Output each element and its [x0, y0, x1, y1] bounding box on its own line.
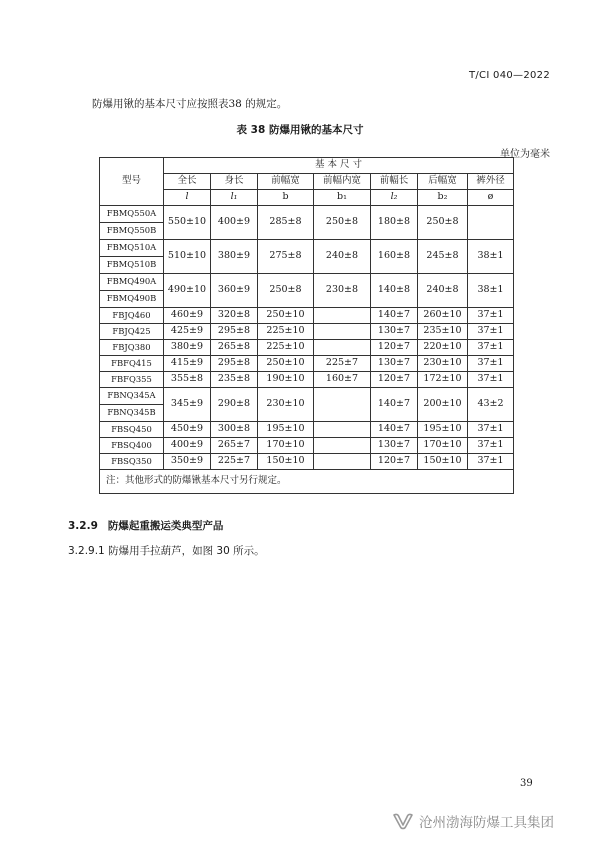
model-cell: FBNQ345B [100, 405, 164, 422]
value-cell: 195±10 [418, 422, 468, 438]
value-cell: 190±10 [258, 372, 314, 388]
value-cell: 37±1 [468, 372, 514, 388]
table-row [100, 240, 514, 257]
value-cell: 265±7 [211, 438, 258, 454]
table-row [100, 422, 514, 438]
model-cell: FBSQ350 [100, 454, 164, 470]
wechat-channel-icon [392, 812, 414, 830]
table-row [100, 340, 514, 356]
model-cell: FBJQ380 [100, 340, 164, 356]
value-cell: 172±10 [418, 372, 468, 388]
value-cell: 285±8 [258, 206, 314, 240]
subsection-text: 3.2.9.1 防爆用手拉葫芦，如图 30 所示。 [68, 545, 265, 557]
value-cell: 380±9 [164, 340, 211, 356]
value-cell: 180±8 [371, 206, 418, 240]
value-cell: 130±7 [371, 356, 418, 372]
value-cell [314, 308, 371, 324]
table-row [100, 454, 514, 470]
table-row [100, 274, 514, 291]
value-cell: 355±8 [164, 372, 211, 388]
section-heading [68, 518, 223, 533]
value-cell: 150±10 [418, 454, 468, 470]
value-cell [468, 206, 514, 240]
value-cell: 130±7 [371, 438, 418, 454]
model-cell: FBMQ510B [100, 257, 164, 274]
value-cell [314, 454, 371, 470]
value-cell: 295±8 [211, 324, 258, 340]
table-row [100, 324, 514, 340]
value-cell: 37±1 [468, 356, 514, 372]
table-row [100, 438, 514, 454]
value-cell: 425±9 [164, 324, 211, 340]
model-cell: FBFQ415 [100, 356, 164, 372]
col-name: 前幅宽 [258, 174, 314, 190]
value-cell: 160±7 [314, 372, 371, 388]
value-cell: 225±10 [258, 324, 314, 340]
model-cell: FBFQ355 [100, 372, 164, 388]
value-cell: 150±10 [258, 454, 314, 470]
value-cell: 220±10 [418, 340, 468, 356]
table-row [100, 388, 514, 405]
value-cell: 170±10 [258, 438, 314, 454]
value-cell: 290±8 [211, 388, 258, 422]
col-name: 全长 [164, 174, 211, 190]
table-note: 注：其他形式的防爆锹基本尺寸另行规定。 [100, 470, 514, 494]
value-cell [314, 388, 371, 422]
intro-text: 防爆用锹的基本尺寸应按照表38 的规定。 [92, 98, 288, 110]
model-cell: FBJQ460 [100, 308, 164, 324]
table-row [100, 372, 514, 388]
section-title: 防爆起重搬运类典型产品 [107, 520, 224, 532]
value-cell: 140±7 [371, 388, 418, 422]
table-title: 表 38 防爆用锹的基本尺寸 [236, 124, 364, 136]
model-cell: FBMQ490A [100, 274, 164, 291]
model-cell: FBJQ425 [100, 324, 164, 340]
model-cell: FBSQ400 [100, 438, 164, 454]
table-note-row [100, 470, 514, 494]
value-cell: 320±8 [211, 308, 258, 324]
value-cell [314, 422, 371, 438]
value-cell [314, 324, 371, 340]
value-cell: 225±7 [211, 454, 258, 470]
value-cell: 195±10 [258, 422, 314, 438]
col-name: 身长 [211, 174, 258, 190]
value-cell: 510±10 [164, 240, 211, 274]
value-cell [314, 340, 371, 356]
header-model: 型号 [100, 158, 164, 206]
value-cell: 170±10 [418, 438, 468, 454]
value-cell: 250±8 [314, 206, 371, 240]
value-cell: 130±7 [371, 324, 418, 340]
value-cell: 300±8 [211, 422, 258, 438]
watermark-text: 沧州渤海防爆工具集团 [419, 815, 554, 831]
model-cell: FBMQ510A [100, 240, 164, 257]
col-symbol: l [164, 190, 211, 206]
value-cell: 460±9 [164, 308, 211, 324]
model-cell: FBSQ450 [100, 422, 164, 438]
value-cell: 230±10 [258, 388, 314, 422]
header-basic-dimensions: 基 本 尺 寸 [164, 158, 514, 174]
value-cell: 120±7 [371, 372, 418, 388]
value-cell: 43±2 [468, 388, 514, 422]
value-cell: 450±9 [164, 422, 211, 438]
col-symbol: l₁ [211, 190, 258, 206]
value-cell: 250±10 [258, 308, 314, 324]
model-cell: FBMQ550A [100, 206, 164, 223]
value-cell: 120±7 [371, 340, 418, 356]
model-cell: FBMQ490B [100, 291, 164, 308]
value-cell: 225±7 [314, 356, 371, 372]
value-cell: 260±10 [418, 308, 468, 324]
value-cell: 240±8 [314, 240, 371, 274]
value-cell: 490±10 [164, 274, 211, 308]
value-cell: 250±8 [258, 274, 314, 308]
model-cell: FBNQ345A [100, 388, 164, 405]
value-cell: 240±8 [418, 274, 468, 308]
value-cell: 235±8 [211, 372, 258, 388]
value-cell: 275±8 [258, 240, 314, 274]
value-cell: 37±1 [468, 340, 514, 356]
value-cell: 245±8 [418, 240, 468, 274]
table-row [100, 356, 514, 372]
value-cell: 550±10 [164, 206, 211, 240]
table-row [100, 206, 514, 223]
value-cell: 38±1 [468, 240, 514, 274]
standard-code: T/CI 040—2022 [468, 70, 550, 81]
value-cell: 400±9 [164, 438, 211, 454]
value-cell [314, 438, 371, 454]
value-cell: 38±1 [468, 274, 514, 308]
col-name: 裤外径 [468, 174, 514, 190]
value-cell: 37±1 [468, 422, 514, 438]
value-cell: 140±7 [371, 422, 418, 438]
value-cell: 37±1 [468, 324, 514, 340]
dimension-table [99, 157, 514, 494]
value-cell: 37±1 [468, 308, 514, 324]
value-cell: 250±10 [258, 356, 314, 372]
col-symbol: ø [468, 190, 514, 206]
value-cell: 400±9 [211, 206, 258, 240]
section-number: 3.2.9 [68, 520, 98, 532]
col-name: 前幅长 [371, 174, 418, 190]
value-cell: 345±9 [164, 388, 211, 422]
value-cell: 235±10 [418, 324, 468, 340]
table-row [100, 308, 514, 324]
value-cell: 37±1 [468, 438, 514, 454]
col-name: 后幅宽 [418, 174, 468, 190]
value-cell: 350±9 [164, 454, 211, 470]
col-symbol: b [258, 190, 314, 206]
value-cell: 295±8 [211, 356, 258, 372]
value-cell: 225±10 [258, 340, 314, 356]
value-cell: 415±9 [164, 356, 211, 372]
value-cell: 230±10 [418, 356, 468, 372]
value-cell: 37±1 [468, 454, 514, 470]
value-cell: 250±8 [418, 206, 468, 240]
model-cell: FBMQ550B [100, 223, 164, 240]
col-name: 前幅内宽 [314, 174, 371, 190]
value-cell: 140±7 [371, 308, 418, 324]
page-number: 39 [520, 778, 533, 789]
watermark [392, 809, 554, 833]
value-cell: 140±8 [371, 274, 418, 308]
col-symbol: l₂ [371, 190, 418, 206]
value-cell: 380±9 [211, 240, 258, 274]
value-cell: 120±7 [371, 454, 418, 470]
col-symbol: b₂ [418, 190, 468, 206]
value-cell: 230±8 [314, 274, 371, 308]
value-cell: 360±9 [211, 274, 258, 308]
value-cell: 265±8 [211, 340, 258, 356]
value-cell: 160±8 [371, 240, 418, 274]
col-symbol: b₁ [314, 190, 371, 206]
value-cell: 200±10 [418, 388, 468, 422]
unit-label: 单位为毫米 [500, 149, 550, 160]
